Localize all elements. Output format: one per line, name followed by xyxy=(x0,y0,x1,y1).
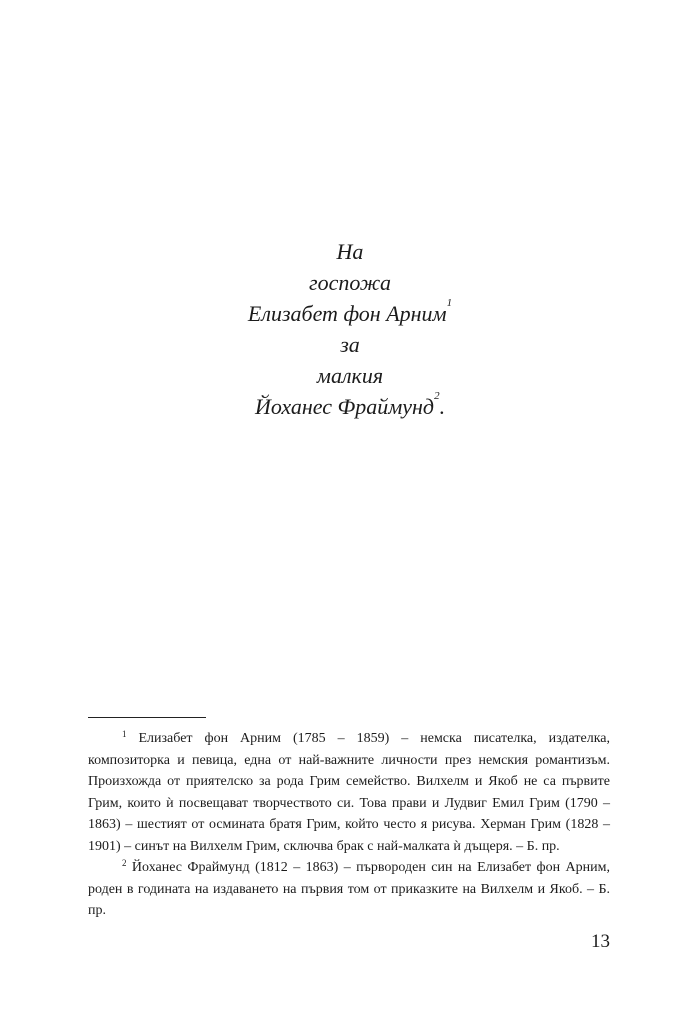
dedication-line-2: госпожа xyxy=(309,270,391,295)
footnote-1 xyxy=(88,728,610,857)
footnote-2 xyxy=(88,857,610,922)
dedication-line-6 xyxy=(0,391,700,422)
footnote-divider xyxy=(88,717,206,718)
dedication-line-6-text: Йоханес Фраймунд xyxy=(254,394,435,419)
footnotes xyxy=(88,728,610,922)
footnote-1-text: Елизабет фон Арним (1785 – 1859) – немска писателка, издателка, композиторка и певица, една от най-важните личности през немския романтизъм. Произхожда от приятелско за рода Грим семейство. Вилхелм и Якоб не са първите Грим, които ѝ посвещават творчеството си. Това прави и Лудвиг Емил Грим (1790 – 1863) – шестият от осмината братя Грим, който често я рисува. Херман Грим (1828 – 1901) – синът на Вилхелм Грим, сключва брак с най-малката ѝ дъщеря. – Б. пр. xyxy=(88,731,610,854)
dedication xyxy=(0,236,700,422)
dedication-line-3-text: Елизабет фон Арним xyxy=(247,301,447,326)
footnote-2-text: Йоханес Фраймунд (1812 – 1863) – първороден син на Елизабет фон Арним, роден в годината на издаването на първия том от приказките на Вилхелм и Якоб. – Б. пр. xyxy=(88,860,610,918)
footnote-ref-2[interactable]: 2 xyxy=(434,390,440,402)
dedication-line-5: малкия xyxy=(316,363,384,388)
footnote-1-marker: 1 xyxy=(122,729,127,739)
dedication-line-1: На xyxy=(336,239,364,264)
footnote-ref-1[interactable]: 1 xyxy=(446,297,453,309)
footnote-2-marker: 2 xyxy=(122,858,127,868)
dedication-line-3 xyxy=(0,298,700,329)
page-number: 13 xyxy=(591,931,610,952)
dedication-line-4: за xyxy=(340,332,360,357)
dedication-line-6-period: . xyxy=(439,394,446,419)
